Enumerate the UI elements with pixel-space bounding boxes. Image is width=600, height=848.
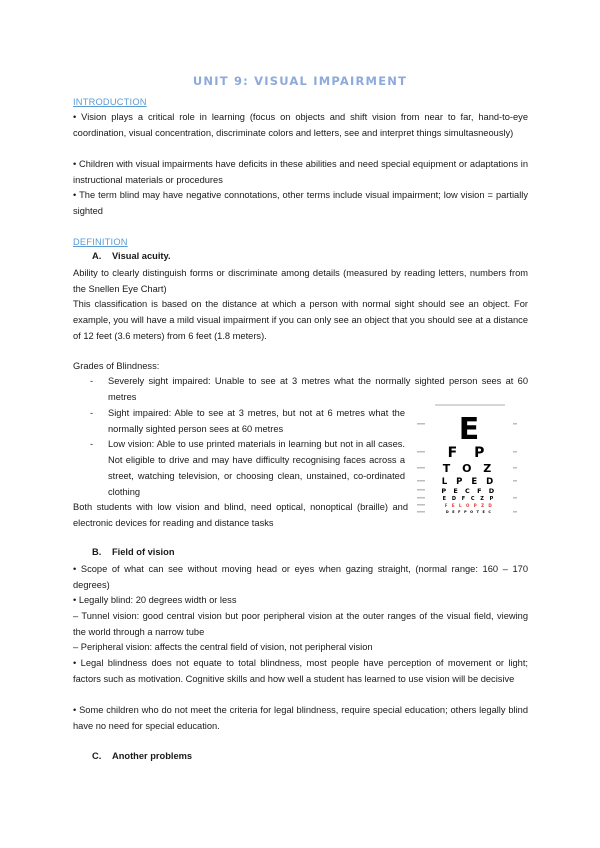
field-of-vision-line-6: • Some children who do not meet the criteria for legal blindness, require special education; others legally blind have no need for special education.	[73, 705, 528, 731]
subheading-letter: C.	[92, 751, 102, 761]
snellen-row: E	[458, 412, 480, 447]
intro-paragraph-1: • Vision plays a critical role in learning (focus on objects and shift vision from near to far, hand-to-eye coordination, visual concentration, discriminate colors and letters, see and interpret things simultasneously)	[73, 112, 528, 138]
list-dash: -	[90, 439, 94, 449]
page-title: UNIT 9: VISUAL IMPAIRMENT	[192, 74, 408, 88]
grades-label: Grades of Blindness:	[73, 361, 160, 371]
subheading-another-problems	[92, 751, 192, 761]
subheading-text: Another problems	[112, 751, 193, 761]
list-dash: -	[90, 376, 94, 386]
snellen-eye-chart-image	[413, 401, 525, 517]
grade-text: Sight impaired: Able to see at 3 metres, but not at 6 metres what the normally sighted person sees at 60 metres	[108, 408, 405, 434]
visual-acuity-paragraph-1: Ability to clearly distinguish forms or discriminate among details (measured by reading letters, numbers from the Snellen Eye Chart)	[73, 268, 528, 294]
intro-paragraph-3: • The term blind may have negative connotations, other terms include visual impairment; low vision = partially sighted	[73, 190, 528, 216]
list-dash: -	[90, 408, 94, 418]
grade-text: Low vision: Able to use printed materials in learning but not in all cases. Not eligible to drive and may have difficulty recognising faces across a street, watching television, or choosing clean, unstained, co-ordinated clothing	[108, 439, 405, 497]
field-of-vision-line-5: • Legal blindness does not equate to total blindness, most people have perception of movement or light; factors such as motivation. Cognitive skills and how well a student has learned to use vision will be decisive	[73, 658, 528, 684]
field-of-vision-line-4: – Peripheral vision: affects the central field of vision, not peripheral vision	[73, 642, 373, 652]
subheading-text: Field of vision	[112, 547, 175, 557]
intro-paragraph-2: • Children with visual impairments have deficits in these abilities and need special equipment or adaptations in instructional materials or procedures	[73, 159, 528, 185]
snellen-row: P E C F D	[441, 487, 497, 495]
grade-text: Severely sight impaired: Unable to see at 3 metres what the normally sighted person sees at 60 metres	[108, 376, 528, 402]
subheading-letter: B.	[92, 547, 102, 557]
visual-acuity-paragraph-3: Both students with low vision and blind, need optical, nonoptical (braille) and electronic devices for reading and distance tasks	[73, 502, 408, 528]
field-of-vision-line-3: – Tunnel vision: good central vision but poor peripheral vision at the outer ranges of the visual field, viewing the world through a narrow tube	[73, 611, 528, 637]
field-of-vision-line-2: • Legally blind: 20 degrees width or less	[73, 595, 237, 605]
field-of-vision-line-1: • Scope of what can see without moving head or eyes when gazing straight, (normal range: 160 – 170 degrees)	[73, 564, 528, 590]
subheading-visual-acuity	[92, 251, 171, 261]
subheading-text: Visual acuity.	[112, 251, 171, 261]
snellen-row: F E L O P Z D	[444, 503, 494, 508]
snellen-row: E D F C Z P	[442, 496, 496, 502]
visual-acuity-paragraph-2: This classification is based on the distance at which a person with normal sight should see an object. For example, you will have a mild visual impairment if you can only see an object that you should see at a distance of 12 feet (3.6 meters) from 6 feet (1.8 meters).	[73, 299, 528, 341]
introduction-heading: INTRODUCTION	[73, 97, 147, 107]
subheading-field-of-vision	[92, 547, 175, 557]
definition-heading: DEFINITION	[73, 237, 128, 247]
snellen-row: F P	[447, 445, 491, 461]
snellen-row: L P E D	[441, 477, 497, 487]
subheading-letter: A.	[92, 251, 102, 261]
snellen-row: T O Z	[442, 462, 496, 475]
snellen-row: D E F P O T E C	[445, 510, 493, 514]
